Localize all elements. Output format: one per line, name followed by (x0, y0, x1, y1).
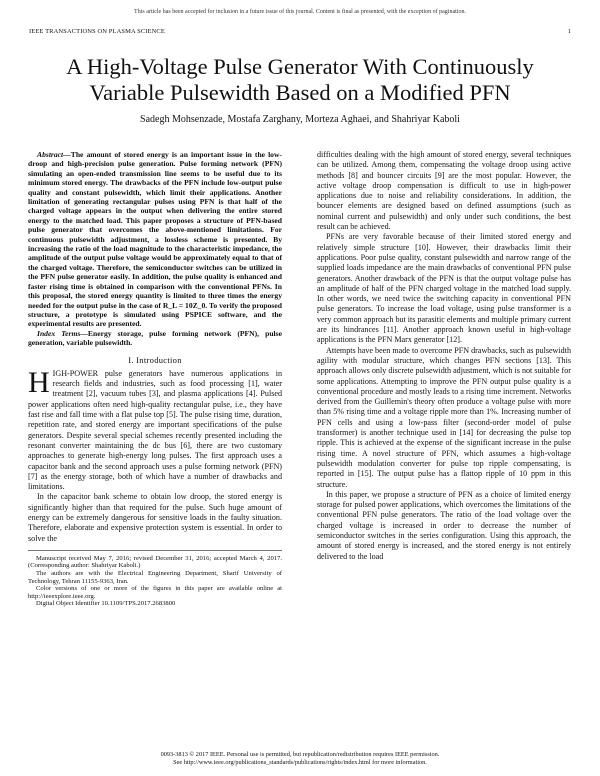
footnote-affiliation: The authors are with the Electrical Engineering Department, Sharif University of Technology, Tehran 11155-9363, Iran. (28, 570, 282, 585)
right-column (317, 150, 571, 562)
left-column (28, 150, 282, 608)
running-head: IEEE TRANSACTIONS ON PLASMA SCIENCE (29, 28, 165, 35)
footnote-received: Manuscript received May 7, 2016; revised December 31, 2016; accepted March 4, 2017. (Corresponding author: Shahriyar Kaboli.) (28, 554, 282, 570)
section-heading: I. Introduction (128, 354, 182, 365)
author-list: Sadegh Mohsenzade, Mostafa Zarghany, Morteza Aghaei, and Shahriyar Kaboli (140, 114, 460, 125)
right-paragraph-2: PFNs are very favorable because of their limited stored energy and relatively simple structure [10]. However, their drawbacks limit their applications. Poor pulse quality, constant pulsewidth and narrow range of the supplied loads impedance are the main drawbacks of conventional PFN pulse generators. Another drawback of the PFN is that the output voltage pulse has an amplitude of half of the PFN charged voltage in the matched load supply. In other words, we need twice the switching capacity in conventional PFN pulse generators. To increase the load voltage, using pulse transformer is a very common approach but its parasitic elements and multiple primary current are its hindrances [11]. Another approach known useful in high-voltage applications is the PFN Marx generator [12]. (317, 232, 571, 345)
acceptance-notice: This article has been accepted for inclusion in a future issue of this journal. Content is final as presented, with the exception of pagination. (134, 9, 466, 15)
intro-paragraph-2: In the capacitor bank scheme to obtain low droop, the stored energy is significantly higher than that required for the pulse. Such huge amount of energy can be extremely dangerous for sensitive loads in the faulty situation. Therefore, elaborate and expensive protection system is essential. In order to solve the (28, 492, 282, 543)
right-paragraph-3: Attempts have been made to overcome PFN drawbacks, such as pulsewidth agility with modular structure, which changes PFN sections [13]. This approach allows only discrete pulsewidth adjustment, which is not suitable for some applications. Attempting to improve the PFN output pulse quality is a conventional procedure and mostly leads to a rising time increment. Networks derived from the Guillemin's theory often produce a voltage pulse with more than 5% rising time and a voltage ripple more than 1%. Increasing number of PFN cells and using a low-pass filter (second-order model of pulse transformer) is another technique used in [14] for decreasing the pulse top ripple. This is achieved at the expense of the significant increase in the pulse rising time. A novel structure of PFN, which assumes a high-voltage pulsewidth modulation converter for pulse top ripple compensating, is reported in [15]. The output pulse has a flattop ripple of 10 ppm in this structure. (317, 345, 571, 489)
paper-title (0, 54, 600, 106)
title-line-1: A High-Voltage Pulse Generator With Continuously (66, 54, 534, 79)
intro-paragraph-1 (28, 365, 282, 493)
footnotes (28, 550, 282, 608)
right-paragraph-1: difficulties dealing with the high amount of stored energy, several techniques can be utilized. Among them, compensating the voltage droop using active methods [8] and bouncer circuits [9] are the most popular. However, the active voltage droop compensation is difficult to use in high-power applications due to noise and reliability considerations. In addition, the bouncer elements are designed based on defined assumptions (such as nominal current and pulsewidth) and only under such conditions, the best result can be achieved. (317, 150, 571, 232)
footnote-doi: Digital Object Identifier 10.1109/TPS.2017.2683800 (36, 600, 176, 608)
footnote-color-versions: Color versions of one or more of the figures in this paper are available online at http://ieeexplore.ieee.org. (28, 585, 282, 600)
footer-rights-link-line: See http://www.ieee.org/publications_standards/publications/rights/index.html for more information. (173, 759, 427, 766)
abstract (28, 150, 282, 329)
intro-paragraph-1-text: IGH-POWER pulse generators have numerous applications in research fields and industries, such as food processing [1], water treatment [2], vacuum tubes [3], and plasma applications [4]. Pulsed power applications often need high-quality rectangular pulse, i.e., they have fast rise and fall time with a flat pulse top [5]. The pulse rising time, duration, repetition rate, and stored energy are important specifications of the pulse generators. Despite several special schemes recently presented including the resonant converter maintaining the dc bus [6], there are two customary approaches to generate high-energy long pulses. The first approach uses a capacitor bank and the second approach uses a pulse forming network (PFN) [7] as the energy storage, both of which have a number of drawbacks and limitations. (28, 368, 282, 492)
index-terms (28, 329, 282, 348)
page-number: 1 (567, 28, 571, 35)
copyright-footer (0, 751, 600, 767)
index-terms-label: Index Terms— (37, 328, 88, 338)
index-terms-text: Energy storage, pulse forming network (PFN), pulse generation, variable pulsewidth. (28, 328, 282, 348)
abstract-label: Abstract— (37, 150, 71, 159)
footer-copyright-line: 0093-3813 © 2017 IEEE. Personal use is permitted, but republication/redistribution requires IEEE permission. (160, 751, 440, 758)
title-line-2: Variable Pulsewidth Based on a Modified PFN (89, 80, 511, 105)
drop-cap: H (28, 365, 50, 399)
right-paragraph-4: In this paper, we propose a structure of PFN as a choice of limited energy storage for pulsed power applications, which overcomes the limitations of the conventional PFN pulse generators. The ratio of the load voltage over the charged voltage is increased in order to decrease the number of semiconductor switches in the series configuration. Using this approach, the amount of stored energy is increased, and the stored energy is not entirely delivered to the load (317, 489, 571, 561)
abstract-text: The amount of stored energy is an important issue in the low-droop and high-precision pulse generation. Pulse forming network (PFN) simulating an open-ended transmission line seems to be useful due to its minimum stored energy. The drawbacks of the PFN include low-output pulse quality and constant pulsewidth, which limit their applications. Another limitation of generating rectangular pulses using PFN is that half of the charged voltage appears in the output when delivering the entire stored energy to the matched load. This paper proposes a structure of PFN-based pulse generator that overcomes the above-mentioned limitations. For continuous pulsewidth adjustment, a lossless scheme is presented. By increasing the ratio of the load magnitude to the characteristic impedance, the amplitude of the output pulse voltage would be approximately equal to that of the charged voltage. Therefore, the semiconductor switches can be utilized in the PFN pulse generator easily. In addition, the pulse quality is enhanced and faster rising time is obtained in comparison with the conventional PFNs. In this proposal, the stored energy quantity is limited to three times the energy needed for the output pulse in the case of R_L = 10Z_0. To verify the proposed structure, a prototype is simulated using PSPICE software, and the experimental results are presented. (28, 150, 282, 329)
